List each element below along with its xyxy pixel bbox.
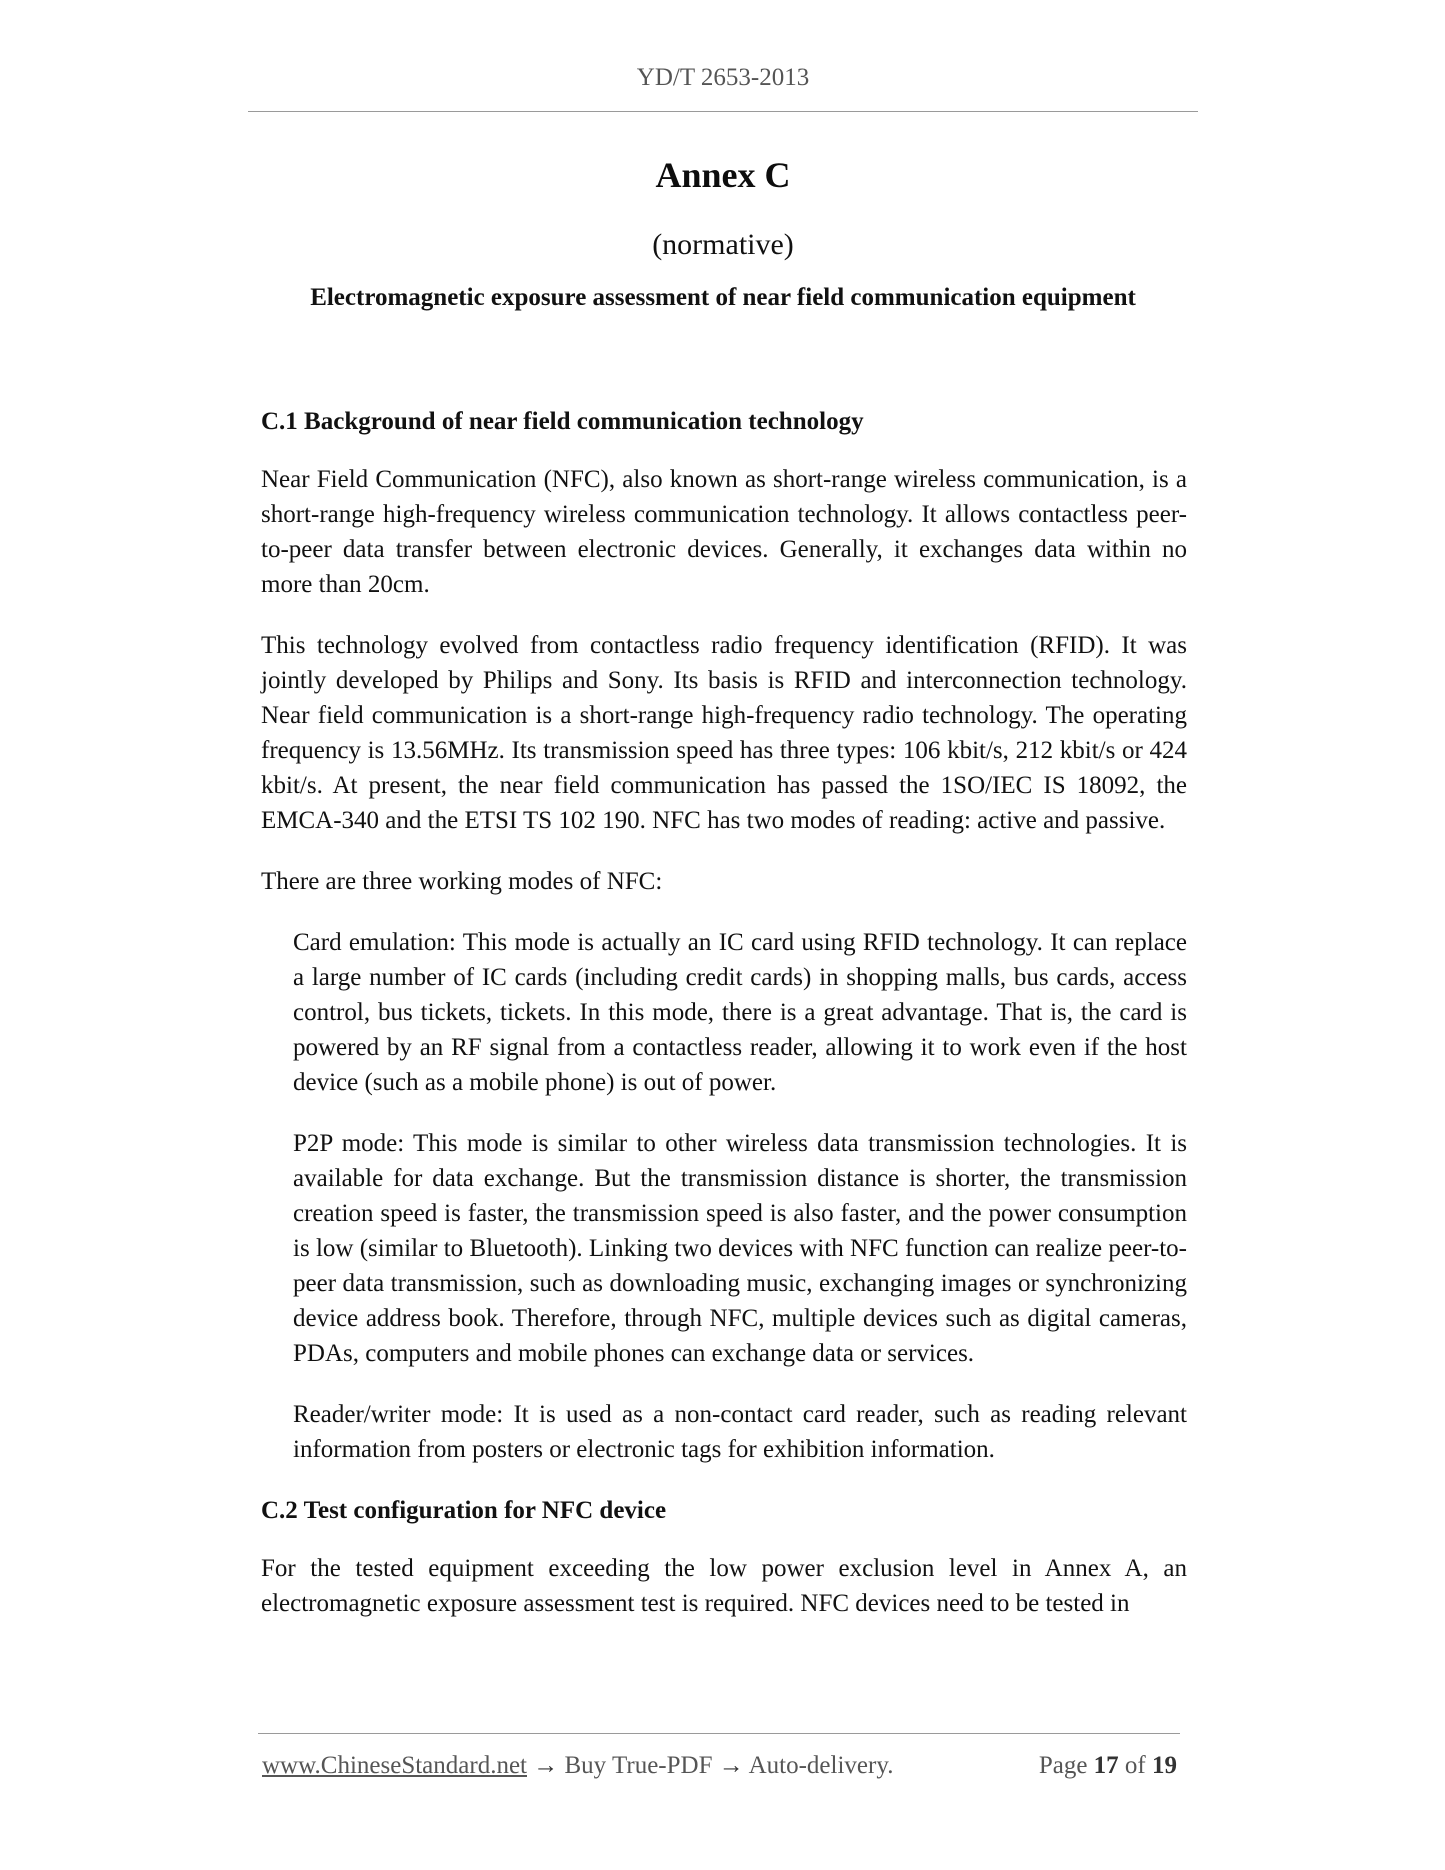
footer-divider xyxy=(258,1733,1180,1734)
annex-type-label: (normative) xyxy=(652,228,794,261)
paragraph-nfc-definition: Near Field Communication (NFC), also known as short-range wireless communication, is a short-range high-frequency wireless communication technology. It allows contactless peer-to-peer data transfer between electronic devices. Generally, it exchanges data within no more than 20cm. xyxy=(261,466,1187,598)
page-number xyxy=(1039,1752,1177,1780)
paragraph-working-modes-intro: There are three working modes of NFC: xyxy=(261,868,663,895)
page-total: 19 xyxy=(1152,1752,1177,1779)
arrow-right-icon: → xyxy=(533,1752,559,1779)
auto-delivery-text: Auto-delivery. xyxy=(748,1752,894,1779)
page-label: Page xyxy=(1038,1752,1088,1779)
annex-title: Annex C xyxy=(655,155,791,195)
buy-true-pdf-text: Buy True-PDF xyxy=(564,1752,713,1779)
footer-promo xyxy=(262,1752,893,1780)
page-current: 17 xyxy=(1093,1752,1119,1779)
paragraph-mode-reader-writer: Reader/writer mode: It is used as a non-contact card reader, such as reading relevant information from posters or electronic tags for exhibition information. xyxy=(293,1401,1187,1463)
paragraph-nfc-history: This technology evolved from contactless radio frequency identification (RFID). It was jointly developed by Philips and Sony. Its basis is RFID and interconnection technology. Near field communication is a short-range high-frequency radio technology. The operating frequency is 13.56MHz. Its transmission speed has three types: 106 kbit/s, 212 kbit/s or 424 kbit/s. At present, the near field communication has passed the 1SO/IEC IS 18092, the EMCA-340 and the ETSI TS 102 190. NFC has two modes of reading: active and passive. xyxy=(261,632,1187,834)
paragraph-test-configuration: For the tested equipment exceeding the low power exclusion level in Annex A, an electromagnetic exposure assessment test is required. NFC devices need to be tested in xyxy=(261,1555,1187,1617)
paragraph-mode-card-emulation: Card emulation: This mode is actually an IC card using RFID technology. It can replace a large number of IC cards (including credit cards) in shopping malls, bus cards, access control, bus tickets, tickets. In this mode, there is a great advantage. That is, the card is powered by an RF signal from a contactless reader, allowing it to work even if the host device (such as a mobile phone) is out of power. xyxy=(293,929,1187,1096)
header-divider xyxy=(248,111,1198,112)
paragraph-mode-p2p: P2P mode: This mode is similar to other wireless data transmission technologies. It is available for data exchange. But the transmission distance is shorter, the transmission creation speed is faster, the transmission speed is also faster, and the power consumption is low (similar to Bluetooth). Linking two devices with NFC function can realize peer-to-peer data transmission, such as downloading music, exchanging images or synchronizing device address book. Therefore, through NFC, multiple devices such as digital cameras, PDAs, computers and mobile phones can exchange data or services. xyxy=(293,1130,1187,1367)
section-heading-c2: C.2 Test configuration for NFC device xyxy=(261,1497,667,1524)
section-heading-c1: C.1 Background of near field communication technology xyxy=(261,408,864,435)
annex-subtitle: Electromagnetic exposure assessment of near field communication equipment xyxy=(310,284,1136,311)
website-link[interactable]: www.ChineseStandard.net xyxy=(262,1752,527,1779)
document-body xyxy=(261,404,1187,1621)
page-of-label: of xyxy=(1124,1752,1146,1779)
arrow-right-icon: → xyxy=(718,1752,744,1779)
document-id-header: YD/T 2653-2013 xyxy=(636,64,810,91)
